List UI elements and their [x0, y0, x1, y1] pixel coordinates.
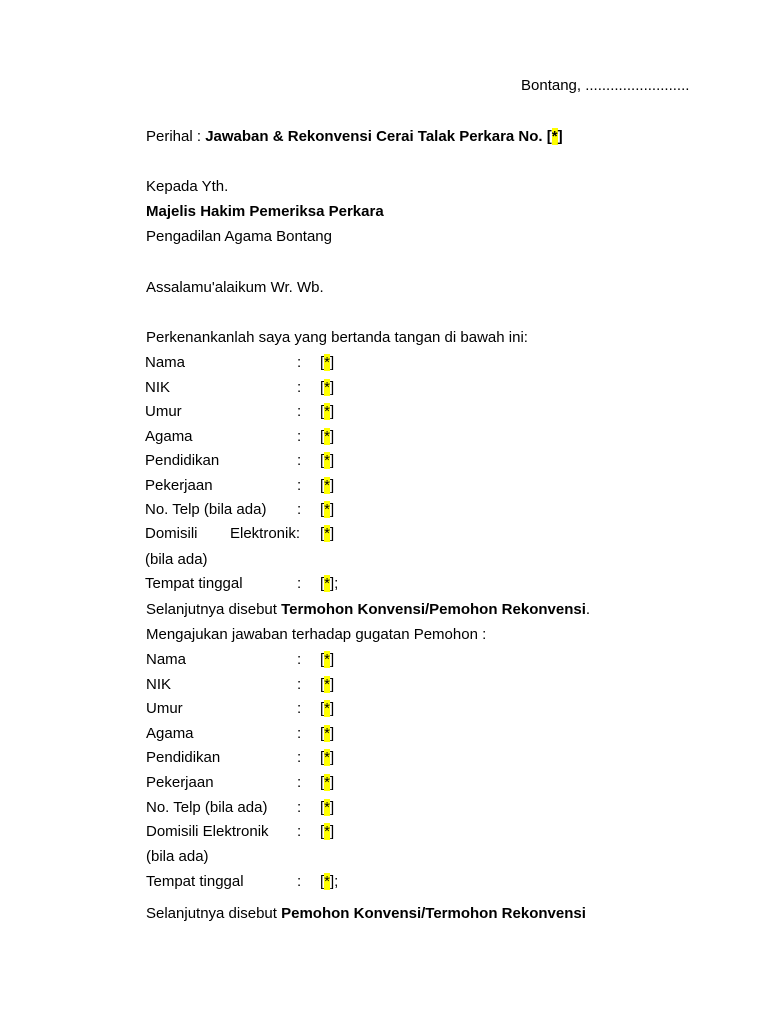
- placeholder-mark: *: [324, 749, 331, 767]
- party1-field-label: Umur: [145, 403, 182, 420]
- party2-field-value: [*]: [320, 823, 335, 841]
- party1-field-colon: :: [297, 476, 302, 494]
- party2-field-value: [*]: [320, 675, 335, 693]
- party1-tempat-colon: :: [297, 575, 302, 592]
- party1-domisili-note: (bila ada): [145, 551, 208, 568]
- placeholder-mark: *: [324, 525, 331, 542]
- party1-field-value: [*]: [320, 354, 335, 371]
- party1-field-colon: :: [297, 452, 302, 469]
- party1-field-value: [*]: [320, 427, 335, 445]
- party1-tempat-label: Tempat tinggal: [145, 575, 243, 592]
- placeholder-mark: *: [324, 575, 331, 592]
- placeholder-mark: *: [324, 774, 331, 791]
- party2-field-value: [*]: [320, 798, 335, 816]
- party2-field-colon: :: [297, 651, 302, 668]
- party2-tempat-colon: :: [297, 873, 302, 890]
- party1-domisili-label-b: Elektronik:: [230, 525, 301, 542]
- party1-tempat-value: [*];: [320, 575, 339, 592]
- party1-field-label: No. Telp (bila ada): [145, 501, 267, 518]
- party1-field-value: [*]: [320, 476, 335, 494]
- party1-designation-bold: Termohon Konvensi/Pemohon Rekonvensi: [281, 601, 586, 618]
- party1-field-value: [*]: [320, 403, 335, 420]
- party2-field-colon: :: [297, 774, 302, 791]
- party1-field-colon: :: [297, 427, 302, 445]
- party1-field-colon: :: [297, 378, 302, 396]
- party1-field-value: [*]: [320, 378, 335, 396]
- party2-field-label: Nama: [146, 651, 187, 668]
- party2-field-label: Agama: [146, 724, 194, 742]
- subject-prefix: Perihal :: [146, 128, 206, 145]
- party1-field-colon: :: [297, 403, 302, 420]
- party1-domisili-value: [*]: [320, 525, 335, 542]
- subject-line: [146, 128, 563, 146]
- placeholder-mark: *: [324, 427, 331, 445]
- party2-field-colon: :: [297, 749, 302, 767]
- recipient-greeting: Kepada Yth.: [146, 178, 229, 195]
- placeholder-mark: *: [324, 798, 331, 816]
- party2-field-label: Pekerjaan: [146, 774, 214, 791]
- party2-field-colon: :: [297, 724, 302, 742]
- intro-text: Perkenankanlah saya yang bertanda tangan di bawah ini:: [146, 329, 528, 346]
- party1-field-label: NIK: [145, 378, 171, 396]
- party2-field-colon: :: [297, 700, 302, 718]
- party2-field-colon: :: [297, 798, 302, 816]
- party2-field-colon: :: [297, 675, 302, 693]
- party2-field-label: No. Telp (bila ada): [146, 798, 268, 816]
- party2-field-label: Pendidikan: [146, 749, 221, 767]
- placeholder-mark: *: [324, 675, 331, 693]
- transition-text: Mengajukan jawaban terhadap gugatan Pemohon :: [146, 626, 487, 643]
- party1-field-colon: :: [297, 354, 302, 371]
- party2-field-colon: :: [297, 823, 302, 841]
- party2-field-value: [*]: [320, 724, 335, 742]
- party2-field-value: [*]: [320, 774, 335, 791]
- party1-field-colon: :: [297, 501, 302, 518]
- party1-field-value: [*]: [320, 501, 335, 518]
- city-date: Bontang, .........................: [521, 77, 690, 94]
- party1-field-label: Pekerjaan: [145, 476, 213, 494]
- party1-field-label: Agama: [145, 427, 193, 445]
- party2-designation-bold: Pemohon Konvensi/Termohon Rekonvensi: [281, 905, 586, 922]
- subject-placeholder: *: [551, 128, 558, 145]
- party2-field-value: [*]: [320, 749, 335, 767]
- party1-field-value: [*]: [320, 452, 335, 469]
- party2-field-value: [*]: [320, 700, 335, 718]
- party2-field-label: NIK: [146, 675, 172, 693]
- recipient-name: Majelis Hakim Pemeriksa Perkara: [146, 203, 384, 220]
- placeholder-mark: *: [324, 651, 331, 668]
- party2-field-label: Umur: [146, 700, 183, 718]
- party2-field-label: Domisili Elektronik: [146, 823, 269, 841]
- party2-field-value: [*]: [320, 651, 335, 668]
- placeholder-mark: *: [324, 452, 331, 469]
- party2-domisili-note: (bila ada): [146, 848, 209, 865]
- placeholder-mark: *: [324, 823, 331, 841]
- party1-field-label: Nama: [145, 354, 186, 371]
- party1-field-label: Pendidikan: [145, 452, 220, 469]
- party1-domisili-label-a: Domisili: [145, 525, 198, 542]
- party2-tempat-label: Tempat tinggal: [146, 873, 244, 890]
- salam: Assalamu'alaikum Wr. Wb.: [146, 279, 324, 296]
- placeholder-mark: *: [324, 501, 331, 518]
- placeholder-mark: *: [324, 476, 331, 494]
- party2-designation: Selanjutnya disebut Pemohon Konvensi/Termohon Rekonvensi: [146, 905, 586, 922]
- party1-designation: Selanjutnya disebut Termohon Konvensi/Pemohon Rekonvensi.: [146, 601, 591, 618]
- placeholder-mark: *: [324, 873, 331, 890]
- party2-tempat-value: [*];: [320, 873, 339, 890]
- recipient-court: Pengadilan Agama Bontang: [146, 228, 332, 245]
- placeholder-mark: *: [324, 378, 331, 396]
- subject-close: ]: [557, 128, 563, 145]
- placeholder-mark: *: [324, 700, 331, 718]
- placeholder-mark: *: [324, 724, 331, 742]
- subject-title: Jawaban & Rekonvensi Cerai Talak Perkara No. [: [205, 128, 552, 145]
- placeholder-mark: *: [324, 354, 331, 371]
- placeholder-mark: *: [324, 403, 331, 420]
